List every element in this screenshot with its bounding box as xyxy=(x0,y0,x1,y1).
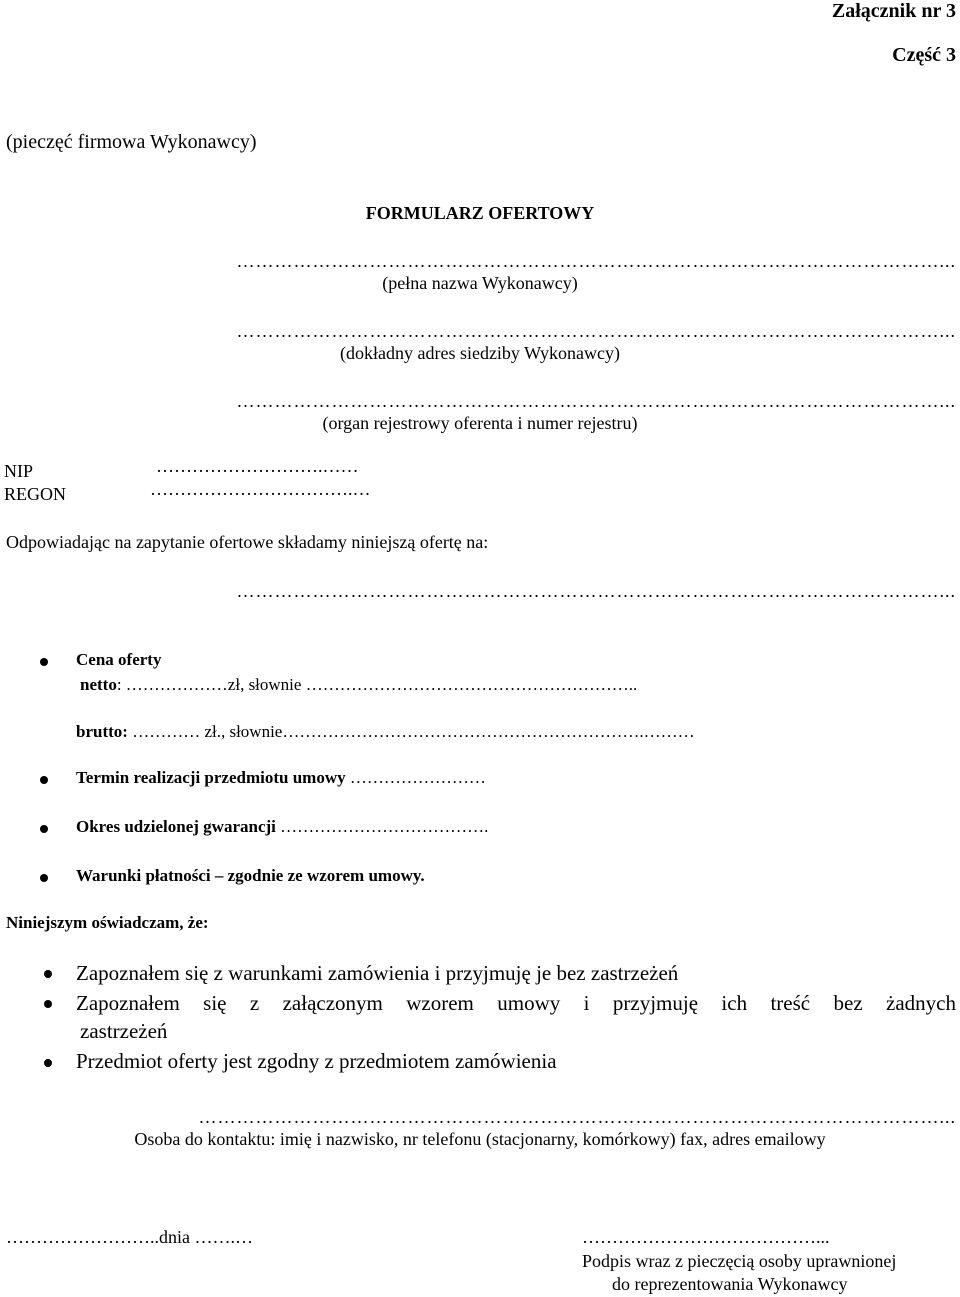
warranty-field[interactable]: ………………………………. xyxy=(275,817,489,836)
full-name-caption: (pełna nazwa Wykonawcy) xyxy=(382,273,578,293)
bullet-icon xyxy=(44,1059,52,1067)
intro-text: Odpowiadając na zapytanie ofertowe składamy niniejszą ofertę na: xyxy=(6,532,489,552)
declaration-item-2-continuation: zastrzeżeń xyxy=(80,1019,168,1043)
brutto-field[interactable]: ………… zł., słownie……………………………………………………….……… xyxy=(127,722,695,741)
signature-caption-line-2: do reprezentowania Wykonawcy xyxy=(612,1274,848,1294)
term-line xyxy=(76,768,486,788)
declaration-item-2: Zapoznałem się z załączonym wzorem umowy i przyjmuję ich treść bez żadnych xyxy=(76,991,956,1015)
netto-field[interactable]: : ………………zł, słownie ………………………………………………….. xyxy=(116,675,638,694)
brutto-line xyxy=(76,722,695,742)
nip-field[interactable]: ……………………….…… xyxy=(156,456,359,476)
netto-label: netto xyxy=(80,675,117,694)
part-number: Część 3 xyxy=(892,44,956,66)
bullet-icon xyxy=(40,658,48,666)
declaration-item-3: Przedmiot oferty jest zgodny z przedmiotem zamówienia xyxy=(76,1049,557,1073)
payment-label: Warunki płatności xyxy=(76,866,211,885)
bullet-icon xyxy=(44,970,52,978)
signature-caption-line-1: Podpis wraz z pieczęcią osoby uprawnionej xyxy=(582,1251,897,1271)
declaration-heading: Niniejszym oświadczam, że: xyxy=(6,913,209,932)
declaration-item-1: Zapoznałem się z warunkami zamówienia i przyjmuję je bez zastrzeżeń xyxy=(76,961,679,985)
registry-field[interactable]: …………………………………………………………………………………………………... xyxy=(236,394,956,408)
term-label: Termin realizacji przedmiotu umowy xyxy=(76,768,346,787)
offer-subject-field[interactable]: …………………………………………………………………………………………………... xyxy=(236,584,956,598)
registry-caption: (organ rejestrowy oferenta i numer rejestru) xyxy=(322,413,638,433)
bullet-icon xyxy=(40,874,48,882)
regon-label: REGON xyxy=(4,484,66,504)
bullet-icon xyxy=(40,825,48,833)
nip-label: NIP xyxy=(4,461,34,481)
bullet-icon xyxy=(44,1000,52,1008)
payment-line xyxy=(76,866,425,886)
attachment-number: Załącznik nr 3 xyxy=(831,0,956,22)
address-field[interactable]: …………………………………………………………………………………………………... xyxy=(236,324,956,338)
warranty-line xyxy=(76,817,488,837)
company-stamp-label: (pieczęć firmowa Wykonawcy) xyxy=(6,131,257,153)
price-label: Cena oferty xyxy=(76,650,162,669)
bullet-icon xyxy=(40,776,48,784)
address-caption: (dokładny adres siedziby Wykonawcy) xyxy=(339,343,620,363)
contact-person-field[interactable]: ………………………………………………………………………………………………………... xyxy=(198,1110,956,1124)
term-field[interactable]: …………………… xyxy=(345,768,486,787)
full-name-field[interactable]: …………………………………………………………………………………………………... xyxy=(236,254,956,268)
netto-line xyxy=(80,675,637,695)
brutto-label: brutto: xyxy=(76,722,128,741)
warranty-label: Okres udzielonej gwarancji xyxy=(76,817,276,836)
payment-terms: – zgodnie ze wzorem umowy. xyxy=(210,866,425,885)
form-title: FORMULARZ OFERTOWY xyxy=(365,203,595,223)
regon-field[interactable]: …………………………….… xyxy=(150,479,371,499)
place-date-field[interactable]: ……………………..dnia …….… xyxy=(6,1227,253,1247)
signature-field[interactable]: …………………………………... xyxy=(582,1227,830,1247)
contact-caption: Osoba do kontaktu: imię i nazwisko, nr telefonu (stacjonarny, komórkowy) fax, adres emailowy xyxy=(134,1129,826,1149)
